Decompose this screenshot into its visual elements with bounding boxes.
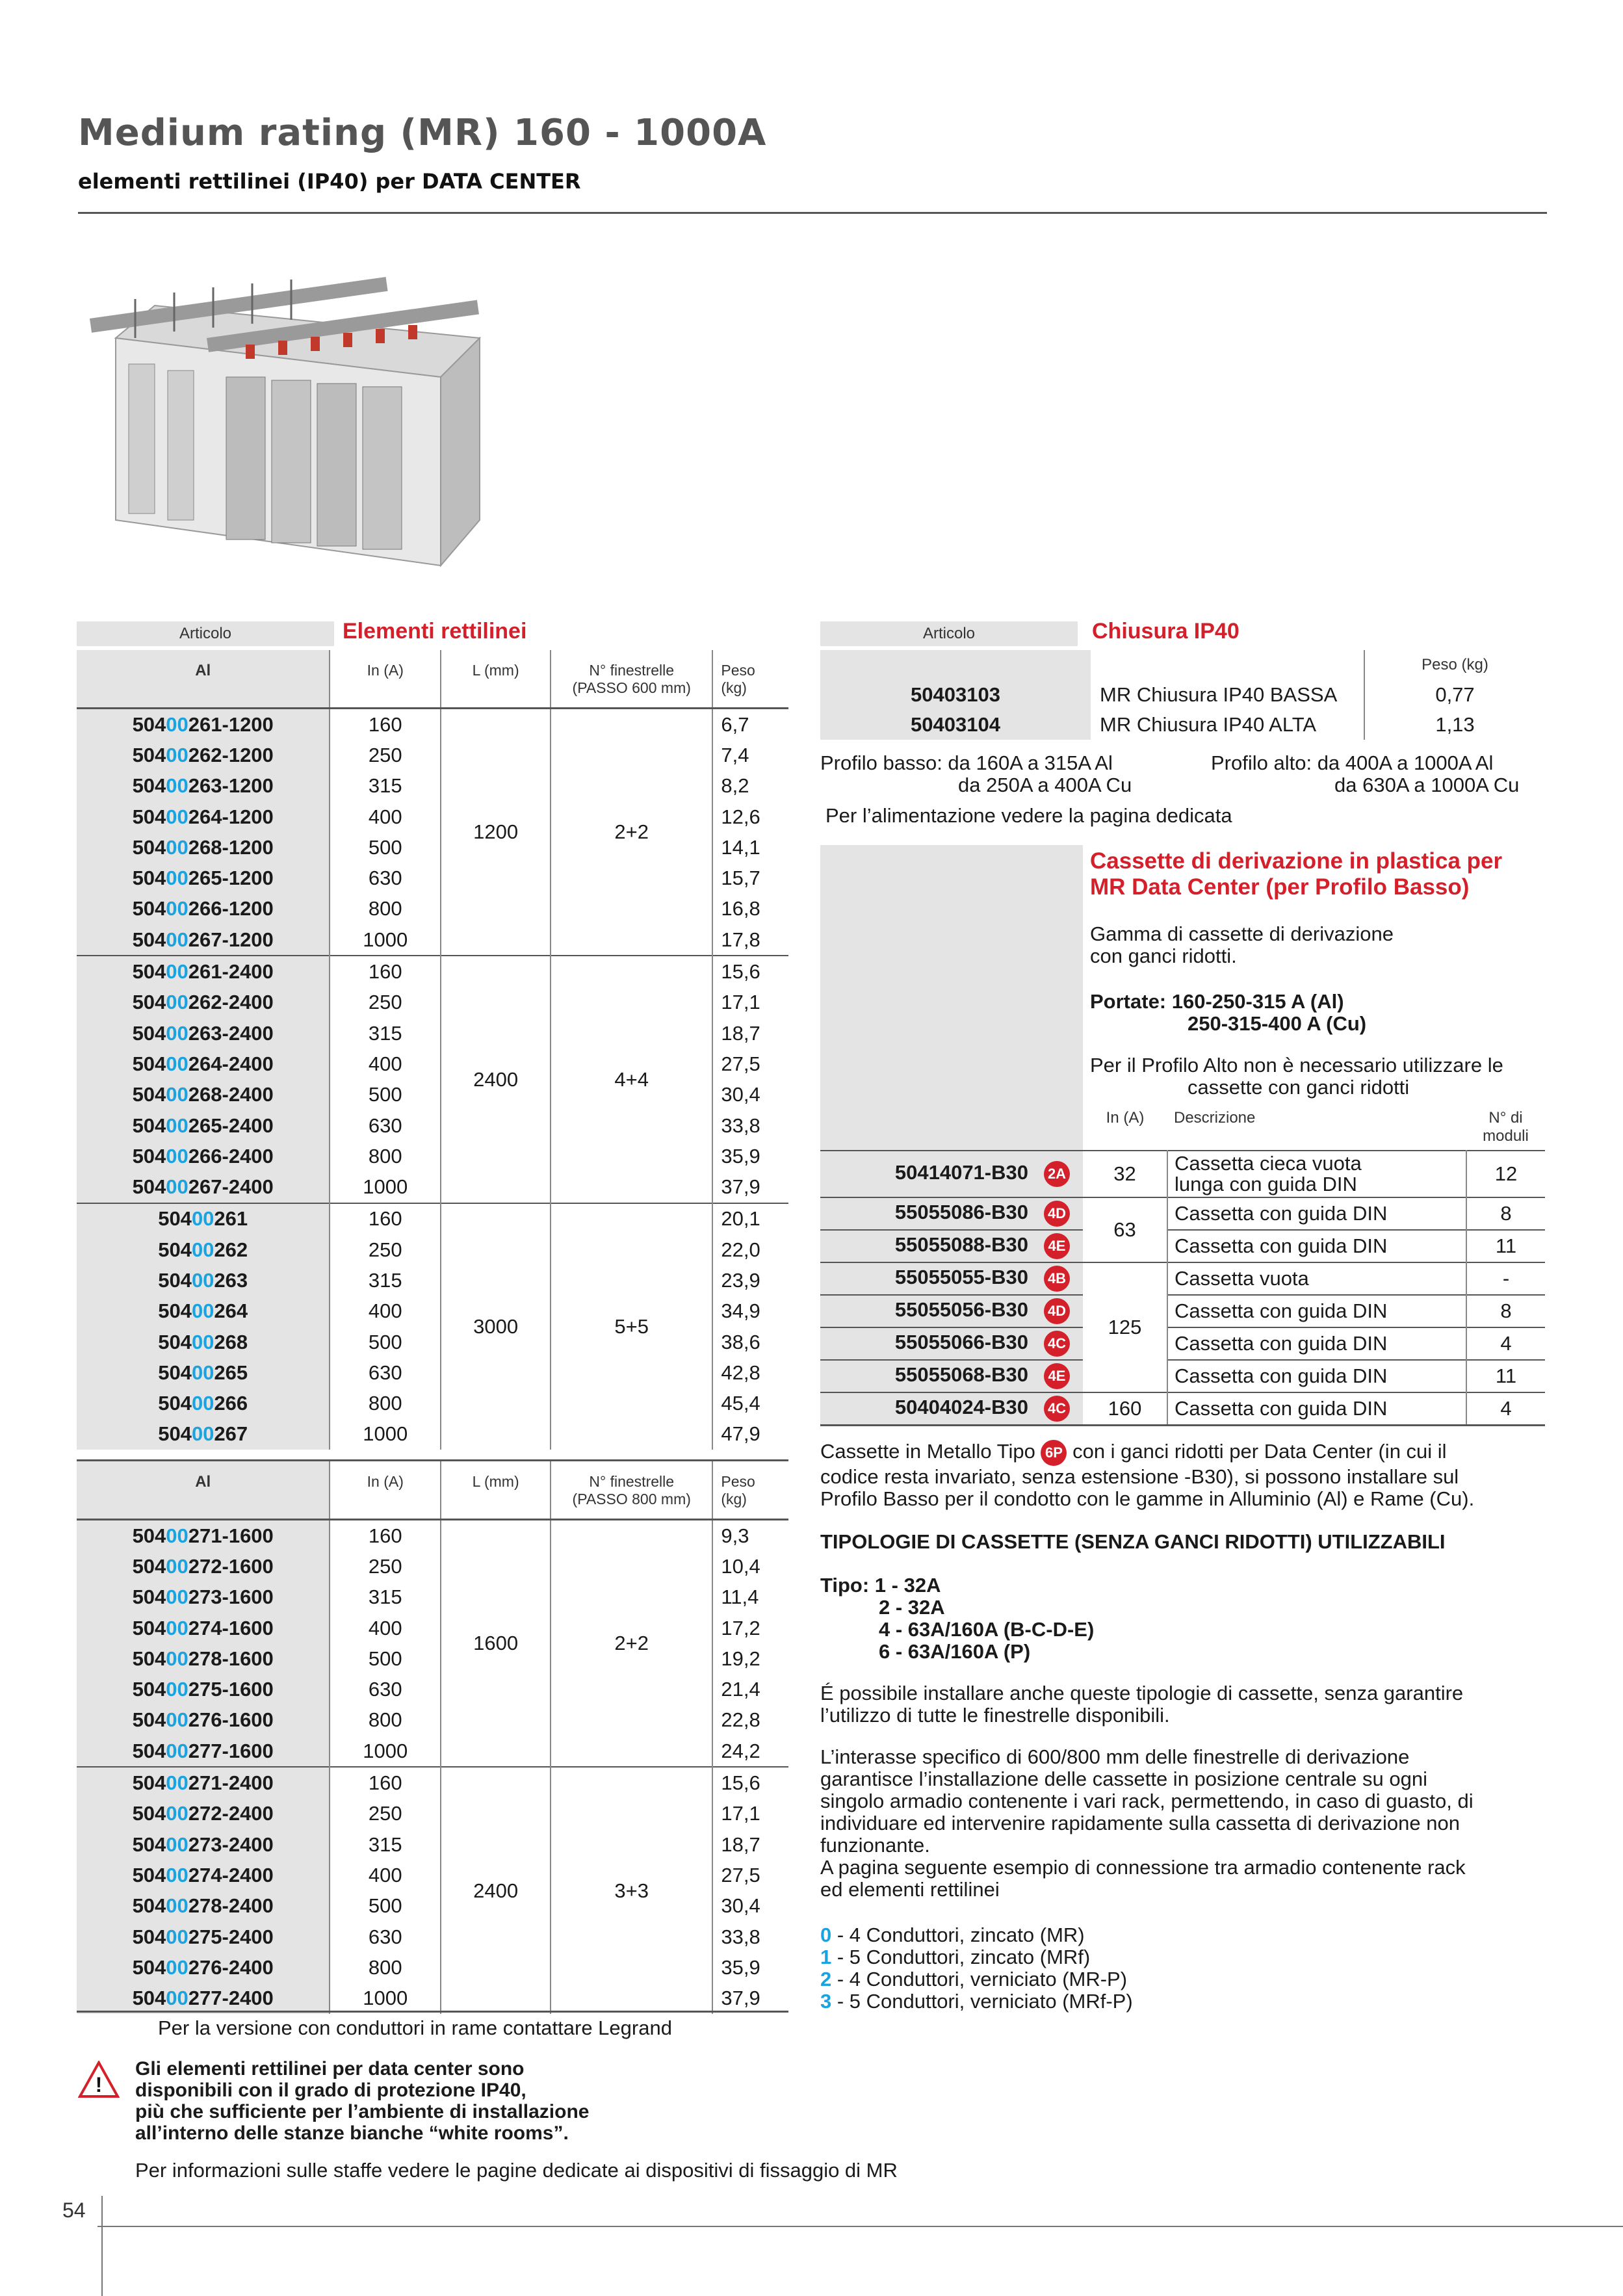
weight-kg: 21,4: [721, 1678, 760, 1701]
badge-4c: 4C: [1044, 1331, 1070, 1357]
article-code: 50400266-2400: [77, 1141, 330, 1171]
description: Cassetta cieca vuota lunga con guida DIN: [1167, 1151, 1466, 1197]
weight-kg: 11,4: [721, 1585, 759, 1609]
conductor-item: 3 - 5 Conduttori, verniciato (MRf-P): [820, 1990, 1133, 2013]
article-code: 50400272-2400: [77, 1799, 330, 1829]
badge-4b: 4B: [1044, 1266, 1070, 1292]
rated-current: 160: [330, 956, 441, 987]
rated-current: 800: [330, 894, 441, 924]
weight-kg: 7,4: [721, 743, 749, 766]
table-row: [77, 1203, 788, 1234]
metal-cassette-note: Cassette in Metallo Tipo 6P con i ganci ridotti per Data Center (in cui il codice resta invariato, senza estensione -B30), si possono installare sul Profilo Basso per il condotto con le gamme in Alluminio (Al) e Rame (Cu).: [820, 1440, 1475, 1510]
article-code: 50400267-1200: [77, 924, 330, 956]
article-code: 50400264-1200: [77, 802, 330, 832]
table-row: [820, 1230, 1545, 1262]
weight-kg: 18,7: [721, 1833, 760, 1856]
description: MR Chiusura IP40 BASSA: [1091, 680, 1364, 710]
windows-count: 2+2: [551, 1520, 712, 1768]
module-count: 11: [1466, 1230, 1545, 1262]
weight-kg: 15,6: [712, 956, 788, 987]
weight-kg: 33,8: [721, 1114, 760, 1137]
alimentazione-note: Per l’alimentazione vedere la pagina dedicata: [825, 804, 1232, 827]
fixing-note: Per informazioni sulle staffe vedere le pagine dedicate ai dispositivi di fissaggio di MR: [135, 2159, 898, 2182]
weight-kg: 12,6: [721, 805, 760, 828]
footer-rule: [97, 2226, 1623, 2227]
hdr-fin: N° finestrelle (PASSO 600 mm): [551, 650, 712, 709]
busbar-photo: [77, 260, 525, 585]
rated-current: 1000: [330, 924, 441, 956]
article-code: 50400271-1600: [77, 1520, 330, 1552]
left-table-title: Elementi rettilinei: [343, 619, 527, 644]
interasse-note: L’interasse specifico di 600/800 mm delle finestrelle di derivazione garantisce l’installazione delle cassette in posizione centrale su ogni singolo armadio contenente i vari rack, permettendo, in caso di guasto, di individuare ed intervenire rapidamente sulla cassetta di derivazione non funzionante. A pagina seguente esempio di connessione tra armadio contenente rack ed elementi rettilinei: [820, 1745, 1474, 1901]
rated-current: 315: [330, 1018, 441, 1049]
rated-current: 500: [330, 832, 441, 863]
article-code: 50403104: [820, 710, 1091, 740]
rated-current: 1000: [330, 1419, 441, 1450]
hdr-len: L (mm): [441, 1461, 551, 1520]
weight-kg: 42,8: [721, 1361, 760, 1384]
weight-kg: 6,7: [712, 709, 788, 740]
module-count: 4: [1466, 1327, 1545, 1360]
weight-kg: 30,4: [721, 1083, 760, 1106]
table-rule: [820, 1426, 1545, 1427]
rated-current: 800: [330, 1141, 441, 1171]
rated-current: 400: [330, 1613, 441, 1643]
module-count: 4: [1466, 1392, 1545, 1426]
badge-4d: 4D: [1044, 1298, 1070, 1324]
article-code: 50400272-1600: [77, 1551, 330, 1582]
article-code: 55055088-B30 4E: [820, 1230, 1083, 1262]
weight-kg: 30,4: [721, 1894, 760, 1918]
module-count: 11: [1466, 1360, 1545, 1392]
description: Cassetta con guida DIN: [1167, 1392, 1466, 1426]
weight-kg: 24,2: [721, 1739, 760, 1762]
article-code: 50400268-2400: [77, 1080, 330, 1110]
article-code: 50400278-2400: [77, 1891, 330, 1922]
rated-current: 160: [330, 1520, 441, 1552]
rated-current: 315: [330, 1265, 441, 1296]
rated-current: 250: [330, 1234, 441, 1265]
rated-current: 400: [330, 1049, 441, 1079]
weight-kg: 45,4: [721, 1392, 760, 1415]
rated-current: 630: [330, 1674, 441, 1704]
description: Cassetta con guida DIN: [1167, 1230, 1466, 1262]
weight-kg: 34,9: [721, 1299, 760, 1323]
rated-current: 315: [330, 1582, 441, 1613]
table-bottom-rule: [77, 2011, 788, 2013]
weight-kg: 18,7: [721, 1021, 760, 1045]
article-code: 50400278-1600: [77, 1643, 330, 1674]
windows-count: 4+4: [551, 956, 712, 1203]
hdr-fin: N° finestrelle (PASSO 800 mm): [551, 1461, 712, 1520]
article-code: 55055066-B30 4C: [820, 1327, 1083, 1360]
article-code: 50400261-2400: [77, 956, 330, 987]
weight-kg: 23,9: [721, 1268, 760, 1292]
tipologie-heading: TIPOLOGIE DI CASSETTE (SENZA GANCI RIDOTTI) UTILIZZABILI: [820, 1530, 1446, 1553]
table-row: [820, 710, 1545, 740]
conduttori-legend: [820, 1924, 1133, 2013]
description: Cassetta con guida DIN: [1167, 1197, 1466, 1230]
rated-current: 160: [330, 1767, 441, 1798]
table-row: [77, 1520, 788, 1552]
article-code: 50400266-1200: [77, 894, 330, 924]
type-badge: 6P: [1041, 1440, 1067, 1466]
straight-elements-table-800: [77, 1459, 788, 2014]
table-row: [820, 1360, 1545, 1392]
module-count: 8: [1466, 1197, 1545, 1230]
hdr-in: In (A): [330, 650, 441, 709]
module-count: -: [1466, 1262, 1545, 1295]
weight-kg: 47,9: [721, 1422, 760, 1446]
article-code: 50400274-1600: [77, 1613, 330, 1643]
rated-current: 160: [1083, 1392, 1167, 1426]
article-code: 50400262: [77, 1234, 330, 1265]
warning-icon: [78, 2061, 120, 2098]
conductor-item: 2 - 4 Conduttori, verniciato (MR-P): [820, 1968, 1128, 1990]
weight-kg: 17,1: [721, 991, 760, 1014]
conductor-item: 0 - 4 Conduttori, zincato (MR): [820, 1924, 1085, 1946]
weight-kg: 15,7: [721, 867, 760, 890]
hdr-al: Al: [77, 650, 330, 709]
article-code: 50400267-2400: [77, 1171, 330, 1203]
possibile-note: É possibile installare anche queste tipologie di cassette, senza garantire l’utilizzo di tutte le finestrelle disponibili.: [820, 1682, 1464, 1727]
windows-count: 5+5: [551, 1203, 712, 1450]
copper-note: Per la versione con conduttori in rame contattare Legrand: [158, 2016, 672, 2039]
weight-kg: 17,2: [721, 1616, 760, 1639]
article-code: 50400267: [77, 1419, 330, 1450]
article-code: 50400273-2400: [77, 1829, 330, 1860]
hdr-desc: Descrizione: [1174, 1109, 1256, 1127]
article-code: 50400275-2400: [77, 1922, 330, 1952]
weight-kg: 22,0: [721, 1238, 760, 1261]
cassette-gamma: Gamma di cassette di derivazione con ganci ridotti.: [1090, 922, 1394, 967]
weight-kg: 15,6: [712, 1767, 788, 1798]
hdr-al: Al: [77, 1461, 330, 1520]
rated-current: 250: [330, 1551, 441, 1582]
rated-current: 160: [330, 709, 441, 740]
article-code: 55055055-B30 4B: [820, 1262, 1083, 1295]
article-code: 50400265-1200: [77, 863, 330, 893]
hdr-moduli: N° di moduli: [1483, 1109, 1529, 1145]
article-code: 50400262-1200: [77, 740, 330, 770]
weight-kg: 19,2: [721, 1647, 760, 1670]
weight-kg: 0,77: [1435, 683, 1475, 706]
straight-elements-table-600: [77, 650, 788, 1450]
description: Cassetta vuota: [1167, 1262, 1466, 1295]
article-code: 50400271-2400: [77, 1767, 330, 1798]
page-subtitle: elementi rettilinei (IP40) per DATA CENTER: [78, 169, 581, 194]
weight-kg: 27,5: [721, 1052, 760, 1075]
col-articolo-left: Articolo: [77, 621, 334, 646]
weight-kg: 20,1: [712, 1203, 788, 1234]
conductor-item: 1 - 5 Conduttori, zincato (MRf): [820, 1946, 1091, 1968]
weight-kg: 16,8: [721, 897, 760, 920]
table-row: [77, 1767, 788, 1798]
rated-current: 315: [330, 1829, 441, 1860]
length-mm: 1200: [441, 709, 551, 956]
weight-kg: 1,13: [1435, 713, 1475, 736]
profilo-alto: Profilo alto: da 400A a 1000A Al da 630A a 1000A Cu: [1211, 751, 1520, 796]
rated-current: 63: [1083, 1197, 1167, 1262]
weight-kg: 37,9: [721, 1175, 760, 1199]
chiusura-title: Chiusura IP40: [1092, 619, 1240, 644]
description: MR Chiusura IP40 ALTA: [1091, 710, 1364, 740]
article-code: 50400264-2400: [77, 1049, 330, 1079]
badge-4e: 4E: [1044, 1363, 1070, 1389]
weight-kg: 38,6: [721, 1330, 760, 1353]
article-code: 50400263-2400: [77, 1018, 330, 1049]
warning-text: Gli elementi rettilinei per data center sono disponibili con il grado di protezione IP40, più che sufficiente per l’ambiente di installazione all’interno delle stanze bianche “white rooms”.: [135, 2058, 590, 2144]
chiusura-table: [820, 650, 1545, 740]
rated-current: 800: [330, 1952, 441, 1983]
length-mm: 3000: [441, 1203, 551, 1450]
weight-kg: 35,9: [721, 1955, 760, 1979]
hdr-peso: Peso (kg): [721, 662, 755, 696]
length-mm: 2400: [441, 1767, 551, 2013]
rated-current: 400: [330, 1296, 441, 1327]
length-mm: 2400: [441, 956, 551, 1203]
rated-current: 1000: [330, 1736, 441, 1767]
hdr-peso: Peso (kg): [712, 1461, 788, 1520]
cassette-title: Cassette di derivazione in plastica per MR Data Center (per Profilo Basso): [1090, 848, 1503, 900]
table-row: [820, 1392, 1545, 1426]
weight-kg: 10,4: [721, 1554, 760, 1578]
rated-current: 125: [1083, 1262, 1167, 1392]
length-mm: 1600: [441, 1520, 551, 1768]
rated-current: 250: [330, 740, 441, 770]
rated-current: 500: [330, 1327, 441, 1357]
cassette-portate: Portate: 160-250-315 A (Al) 250-315-400 A (Cu): [1090, 990, 1367, 1035]
article-code: 50400268-1200: [77, 832, 330, 863]
weight-kg: 33,8: [721, 1925, 760, 1948]
article-code: 50400263-1200: [77, 771, 330, 802]
rated-current: 630: [330, 1110, 441, 1141]
rated-current: 250: [330, 987, 441, 1018]
weight-kg: 35,9: [721, 1144, 760, 1168]
rated-current: 400: [330, 1860, 441, 1890]
rated-current: 630: [330, 863, 441, 893]
article-code: 50400263: [77, 1265, 330, 1296]
weight-kg: 37,9: [721, 1987, 760, 2010]
table-row: [820, 1151, 1545, 1197]
table-row: [77, 956, 788, 987]
article-code: 50400261-1200: [77, 709, 330, 740]
description: Cassetta con guida DIN: [1167, 1327, 1466, 1360]
article-code: 50400264: [77, 1296, 330, 1327]
article-code: 50400265: [77, 1357, 330, 1388]
weight-kg: 17,8: [721, 928, 760, 951]
article-code: 55055056-B30 4D: [820, 1295, 1083, 1327]
col-articolo-right: Articolo: [820, 621, 1078, 646]
weight-kg: 8,2: [721, 774, 749, 798]
article-code: 50403103: [820, 680, 1091, 710]
article-code: 50400276-1600: [77, 1705, 330, 1736]
rated-current: 32: [1083, 1151, 1167, 1197]
weight-kg: 17,1: [721, 1802, 760, 1825]
article-code: 50400265-2400: [77, 1110, 330, 1141]
weight-kg: 14,1: [721, 835, 760, 859]
rated-current: 630: [330, 1922, 441, 1952]
badge-4c: 4C: [1044, 1396, 1070, 1422]
rated-current: 800: [330, 1389, 441, 1419]
svg-text:!: !: [95, 2073, 103, 2096]
page-title: Medium rating (MR) 160 - 1000A: [78, 112, 767, 154]
rated-current: 500: [330, 1891, 441, 1922]
weight-kg: 27,5: [721, 1863, 760, 1886]
article-code: 50400268: [77, 1327, 330, 1357]
table-row: [820, 1295, 1545, 1327]
weight-kg: 22,8: [721, 1708, 760, 1732]
rated-current: 1000: [330, 1983, 441, 2013]
footer-vrule: [101, 2196, 103, 2296]
profilo-basso: Profilo basso: da 160A a 315A Al da 250A a 400A Cu: [820, 751, 1132, 796]
rated-current: 500: [330, 1080, 441, 1110]
rated-current: 500: [330, 1643, 441, 1674]
article-code: 50414071-B30 2A: [820, 1151, 1083, 1197]
rated-current: 1000: [330, 1171, 441, 1203]
article-code: 50400262-2400: [77, 987, 330, 1018]
module-count: 12: [1466, 1151, 1545, 1197]
hdr-in: In (A): [1106, 1109, 1145, 1127]
weight-kg: 9,3: [712, 1520, 788, 1552]
article-code: 50400273-1600: [77, 1582, 330, 1613]
article-code: 50400277-1600: [77, 1736, 330, 1767]
rated-current: 250: [330, 1799, 441, 1829]
table-row: [77, 709, 788, 740]
hdr-in: In (A): [330, 1461, 441, 1520]
badge-4e: 4E: [1044, 1233, 1070, 1259]
table-row: [820, 1197, 1545, 1230]
article-code: 50400276-2400: [77, 1952, 330, 1983]
tipologie-list: Tipo: 1 - 32A 2 - 32A 4 - 63A/160A (B-C-D-E) 6 - 63A/160A (P): [820, 1574, 1095, 1663]
article-code: 55055086-B30 4D: [820, 1197, 1083, 1230]
article-code: 50400277-2400: [77, 1983, 330, 2013]
article-code: 50400261: [77, 1203, 330, 1234]
description: Cassetta con guida DIN: [1167, 1360, 1466, 1392]
windows-count: 2+2: [551, 709, 712, 956]
table-row: [820, 680, 1545, 710]
badge-2a: 2A: [1044, 1161, 1070, 1187]
page-number: 54: [62, 2198, 86, 2222]
article-code: 50400266: [77, 1389, 330, 1419]
hdr-len: L (mm): [441, 650, 551, 709]
rated-current: 315: [330, 771, 441, 802]
header-divider: [78, 212, 1547, 214]
cassette-profilo-alto: Per il Profilo Alto non è necessario utilizzare le cassette con ganci ridotti: [1090, 1054, 1503, 1099]
rated-current: 400: [330, 802, 441, 832]
peso-hdr: Peso (kg): [1422, 656, 1488, 673]
rated-current: 630: [330, 1357, 441, 1388]
article-code: 50404024-B30 4C: [820, 1392, 1083, 1426]
module-count: 8: [1466, 1295, 1545, 1327]
windows-count: 3+3: [551, 1767, 712, 2013]
article-code: 50400274-2400: [77, 1860, 330, 1890]
rated-current: 800: [330, 1705, 441, 1736]
article-code: 50400275-1600: [77, 1674, 330, 1704]
table-row: [820, 1262, 1545, 1295]
rated-current: 160: [330, 1203, 441, 1234]
description: Cassetta con guida DIN: [1167, 1295, 1466, 1327]
table-row: [820, 1327, 1545, 1360]
article-code: 55055068-B30 4E: [820, 1360, 1083, 1392]
cassette-table: [820, 1105, 1545, 1426]
badge-4d: 4D: [1044, 1201, 1070, 1227]
